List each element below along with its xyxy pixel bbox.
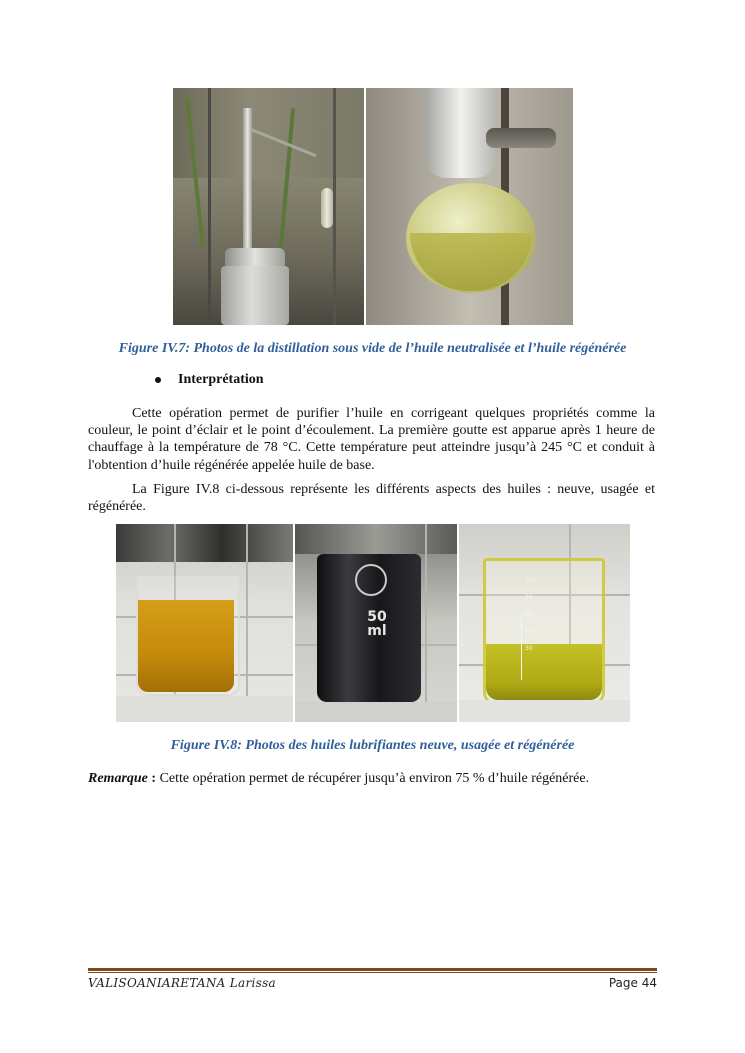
footer-rule-thin <box>88 972 657 973</box>
distillation-setup-photo <box>173 88 364 325</box>
scale-mark: 100 <box>525 577 537 584</box>
figure-7-caption: Figure IV.7: Photos de la distillation sous vide de l’huile neutralisée et l’huile régénérée <box>118 341 627 356</box>
footer-rule <box>88 968 657 971</box>
regenerated-oil-flask-photo <box>366 88 573 325</box>
footer-author: VALISOANIARETANA Larissa <box>88 976 277 990</box>
heating-mantle <box>221 266 289 325</box>
figure-8-photos <box>116 524 630 722</box>
new-oil-liquid <box>138 600 234 692</box>
interpretation-heading: Interprétation <box>178 372 264 387</box>
remark <box>88 771 589 787</box>
interpretation-paragraph-2: La Figure IV.8 ci-dessous représente les différents aspects des huiles : neuve, usagée et régénérée. <box>88 482 655 515</box>
footer-page-number: Page 44 <box>608 976 657 990</box>
figure-7-photos <box>173 88 573 325</box>
scale-mark: 30 <box>525 645 533 652</box>
beaker-volume-label: 50 ml <box>367 609 387 639</box>
remark-label: Remarque <box>88 771 148 786</box>
scale-mark: 40 <box>525 628 533 635</box>
beaker-logo-icon <box>355 564 387 596</box>
regenerated-oil-beaker-photo <box>459 524 630 722</box>
scale-mark: 60 <box>525 611 533 618</box>
beaker-scale <box>525 572 577 657</box>
used-oil-beaker-photo <box>295 524 457 722</box>
interpretation-heading-row <box>155 372 264 388</box>
figure-8-caption: Figure IV.8: Photos des huiles lubrifiantes neuve, usagée et régénérée <box>170 738 575 753</box>
remark-separator: : <box>147 771 160 786</box>
scale-mark: 80 <box>525 594 533 601</box>
remark-text: Cette opération permet de récupérer jusqu’à environ 75 % d’huile régénérée. <box>159 771 590 786</box>
bullet-icon <box>155 377 161 383</box>
new-oil-beaker-photo <box>116 524 293 722</box>
interpretation-paragraph-1: Cette opération permet de purifier l’huile en corrigeant quelques propriétés comme la couleur, le point d’éclair et le point d’écoulement. La première goutte est apparue après 1 heure de chauffage à la température de 78 °C. Cette température peut atteindre jusqu’à 245 °C et conduit à l'obtention d’huile régénérée appelée huile de base. <box>88 406 655 473</box>
